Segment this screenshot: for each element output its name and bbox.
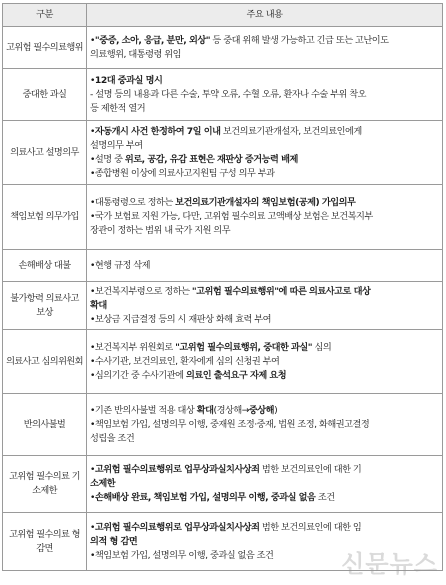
text: 성립을 조건 [90, 432, 135, 444]
watermark: 신문뉴스 [341, 550, 438, 578]
header-category: 구분 [3, 4, 87, 27]
text: 범한 보건의료인에 대한 임 [259, 521, 362, 533]
text: • [90, 125, 95, 137]
text: •보건복지부 위원회로 [90, 341, 176, 353]
text: •책임보험 가입, 설명의무 이행, 중과실 없음 조건 [90, 549, 274, 561]
text: •기존 반의사불벌 적용 대상 [90, 404, 197, 416]
text: •대통령령으로 정하는 [90, 197, 176, 208]
bold-text: 소제한 [90, 478, 116, 489]
row-category: 고위험 필수의료 기소제한 [3, 456, 87, 513]
row-category: 의료사고 심의위원회 [3, 330, 87, 394]
bold-text: "고위험 필수의료행위"에 따른 의료사고로 대상 [191, 285, 371, 297]
row-category: 고위험 필수의료행위 [3, 27, 87, 69]
text: •책임보험 가입, 설명의무 이행, 중재원 조정·중재, 법원 조정, 화해권고결정 [90, 418, 370, 430]
row-content [87, 121, 443, 185]
content-line [90, 491, 439, 505]
text: • [90, 34, 95, 46]
content-line [90, 259, 439, 273]
bold-text: 보건의료기관개설자의 책임보험(공제) 가입의무 [175, 197, 356, 208]
row-category: 고위험 필수의료 형 감면 [3, 513, 87, 571]
text: •국가 보험료 지원 가능, 다만, 고위험 필수의료 고액배상 보험은 보건복지부 [90, 211, 373, 222]
text: 설명의무 부여 [90, 139, 143, 151]
text: 등 제한적 열거 [90, 102, 146, 114]
text: •현행 규정 삭제 [90, 259, 151, 271]
row-category: 불가항력 의료사고 보상 [3, 282, 87, 330]
bold-text: 자동개시 사건 한정하여 7일 이내 [94, 125, 221, 137]
row-content [87, 69, 443, 121]
table-row [3, 69, 443, 121]
content-line [90, 432, 439, 446]
table-row [3, 185, 443, 250]
content-line [90, 153, 439, 167]
text: 심의 [312, 341, 332, 353]
text: •심의기간 중 수사기관에 [90, 369, 186, 381]
row-content [87, 185, 443, 250]
content-line [90, 102, 439, 116]
text: 범한 보건의료인에 대한 기 [259, 464, 362, 475]
content-line [90, 196, 439, 210]
row-category: 손해배상 대불 [3, 250, 87, 282]
text: • [90, 74, 95, 86]
bold-text: 확대 [90, 299, 107, 311]
table-row [3, 121, 443, 185]
bold-text: "중증, 소아, 응급, 분만, 외상" [94, 34, 211, 46]
content-line [90, 285, 439, 299]
text: • [90, 464, 95, 475]
content-line [90, 210, 439, 224]
text: 장관이 정하는 범위 내 국가 지원 의무 [90, 225, 231, 236]
content-line [90, 463, 439, 477]
bold-text: 손해배상 완료, 책임보험 가입, 설명의무 이행, 중과실 없음 [94, 492, 316, 503]
text: 보건의료기관개설자, 보건의료인에게 [220, 125, 362, 137]
bold-text: 의료인 출석요구 자제 요청 [185, 369, 287, 381]
table-header-row [3, 4, 443, 27]
content-line [90, 313, 439, 327]
table-row [3, 330, 443, 394]
bold-text: 의적 형 감면 [90, 535, 138, 547]
row-content [87, 394, 443, 456]
bold-text: 고위험 필수의료행위로 업무상과실치사상죄 [94, 521, 260, 533]
text: •종합병원 이상에 의료사고지원팀 구성 의무 부과 [90, 167, 275, 179]
bold-text: 위로, 공감, 유감 표현은 재판상 증거능력 배제 [124, 153, 298, 165]
content-line [90, 34, 439, 48]
bold-text: 고위험 필수의료행위로 업무상과실치사상죄 [94, 464, 260, 475]
content-line [90, 404, 439, 418]
content-line [90, 369, 439, 383]
text: - 설명 등의 내용과 다른 수술, 투약 오류, 수혈 오류, 환자나 수술 부위 착오 [90, 88, 367, 100]
content-line [90, 299, 439, 313]
text: • [90, 521, 95, 533]
text: •설명 중 [90, 153, 125, 165]
bold-text: 중상해 [248, 404, 275, 416]
content-line [90, 125, 439, 139]
row-content [87, 456, 443, 513]
text: 의료행위, 대통령령 위임 [90, 48, 182, 60]
table-row [3, 27, 443, 69]
content-line [90, 355, 439, 369]
bold-text: 확대 [196, 404, 214, 416]
text: •보상금 지급결정 등의 시 재판상 화해 효력 부여 [90, 313, 271, 325]
bold-text: 12대 중과실 명시 [94, 74, 163, 86]
row-category: 반의사불벌 [3, 394, 87, 456]
table-row [3, 282, 443, 330]
text: •보건복지부령으로 정하는 [90, 285, 192, 297]
content-line [90, 48, 439, 62]
content-line [90, 224, 439, 238]
text: • [90, 492, 95, 503]
text: 조건 [315, 492, 335, 503]
row-content [87, 282, 443, 330]
table-row [3, 456, 443, 513]
text: (경상해→ [213, 404, 249, 416]
content-line [90, 418, 439, 432]
text: ) [274, 404, 278, 416]
text: 등 중대 위해 발생 가능하고 긴급 또는 고난이도 [210, 34, 389, 46]
row-content [87, 330, 443, 394]
policy-table [2, 3, 443, 571]
header-content: 주요 내용 [87, 4, 443, 27]
row-category: 의료사고 설명의무 [3, 121, 87, 185]
content-line [90, 74, 439, 88]
content-line [90, 167, 439, 181]
bold-text: "고위험 필수의료행위, 중대한 과실" [175, 341, 313, 353]
row-category: 책임보험 의무가입 [3, 185, 87, 250]
content-line [90, 521, 439, 535]
content-line [90, 88, 439, 102]
row-content [87, 250, 443, 282]
row-category: 중대한 과실 [3, 69, 87, 121]
row-content [87, 27, 443, 69]
table-row [3, 394, 443, 456]
content-line [90, 477, 439, 491]
content-line [90, 341, 439, 355]
text: •수사기관, 보건의료인, 환자에게 심의 신청권 부여 [90, 355, 280, 367]
table-row [3, 250, 443, 282]
content-line [90, 139, 439, 153]
